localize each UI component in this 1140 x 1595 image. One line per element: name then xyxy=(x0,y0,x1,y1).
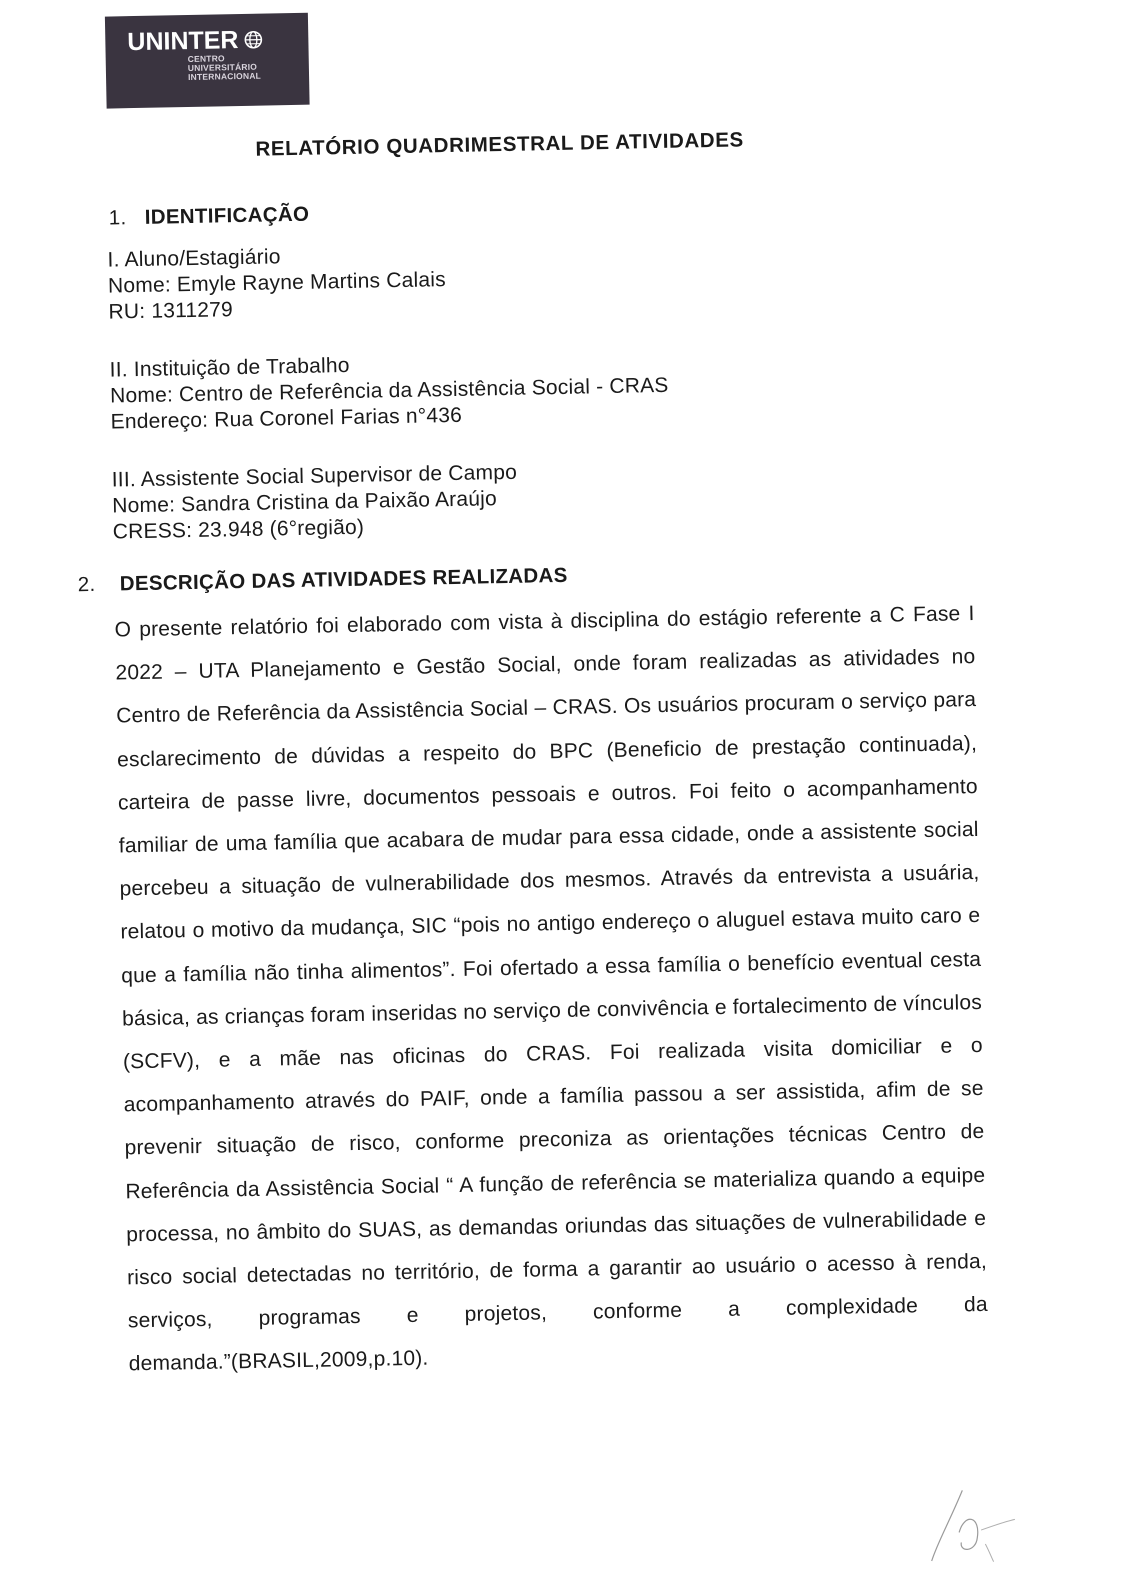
section1-heading xyxy=(109,203,310,231)
section1-number: 1. xyxy=(109,206,139,231)
logo-subtitle-1: CENTRO xyxy=(188,53,309,64)
section2-heading xyxy=(78,564,568,597)
section1-title: IDENTIFICAÇÃO xyxy=(145,203,310,229)
uninter-logo xyxy=(105,13,310,109)
report-title: RELATÓRIO QUADRIMESTRAL DE ATIVIDADES xyxy=(255,128,744,161)
student-label: I. Aluno/Estagiário xyxy=(107,245,281,272)
student-ru: RU: 1311279 xyxy=(108,298,233,324)
institution-label: II. Instituição de Trabalho xyxy=(109,354,349,383)
activities-description: O presente relatório foi elaborado com vista à disciplina do estágio referente a C Fase I 2022 – UTA Planejamento e Gestão Social, onde foram realizadas as atividades no Centro de Referência da Assistência Social – CRAS. Os usuários procuram o serviço para esclarecimento de dúvidas a respeito do BPC (Beneficio de prestação continuada), carteira de passe livre, documentos pessoais e outros. Foi feito o acompanhamento familiar de uma família que acabara de mudar para essa cidade, onde a assistente social percebeu a situação de vulnerabilidade dos mesmos. Através da entrevista a usuária, relatou o motivo da mudança, SIC “pois no antigo endereço o aluguel estava muito caro e que a família não tinha alimentos”. Foi ofertado a essa família o benefício eventual cesta básica, as crianças foram inseridas no serviço de convivência e fortalecimento de vínculos (SCFV), e a mãe nas oficinas do CRAS. Foi realizada visita domiciliar e o acompanhamento através do PAIF, onde a família passou a ser assistida, afim de se prevenir situação de risco, conforme preconiza as orientações técnicas Centro de Referência da Assistência Social “ A função de referência se materializa quando a equipe processa, no âmbito do SUAS, as demandas oriundas das situações de vulnerabilidade e risco social detectadas no território, de forma a garantir ao usuário o acesso à renda, serviços, programas e projetos, conforme a complexidade da demanda.”(BRASIL,2009,p.10). xyxy=(114,592,989,1386)
logo-brand xyxy=(127,25,309,56)
globe-icon xyxy=(242,29,264,51)
institution-name: Nome: Centro de Referência da Assistência Social - CRAS xyxy=(110,374,669,409)
supervisor-cress: CRESS: 23.948 (6°região) xyxy=(113,516,365,545)
logo-brand-text: UNINTER xyxy=(127,26,239,56)
logo-subtitle-3: INTERNACIONAL xyxy=(188,71,309,82)
supervisor-name: Nome: Sandra Cristina da Paixão Araújo xyxy=(112,487,497,518)
section2-title: DESCRIÇÃO DAS ATIVIDADES REALIZADAS xyxy=(120,564,568,596)
section2-number: 2. xyxy=(78,573,114,598)
supervisor-label: III. Assistente Social Supervisor de Campo xyxy=(112,461,518,493)
institution-address: Endereço: Rua Coronel Farias n°436 xyxy=(110,404,462,435)
logo-subtitle-2: UNIVERSITÁRIO xyxy=(188,62,309,73)
student-name: Nome: Emyle Rayne Martins Calais xyxy=(108,268,446,298)
signature-mark xyxy=(918,1481,1030,1563)
